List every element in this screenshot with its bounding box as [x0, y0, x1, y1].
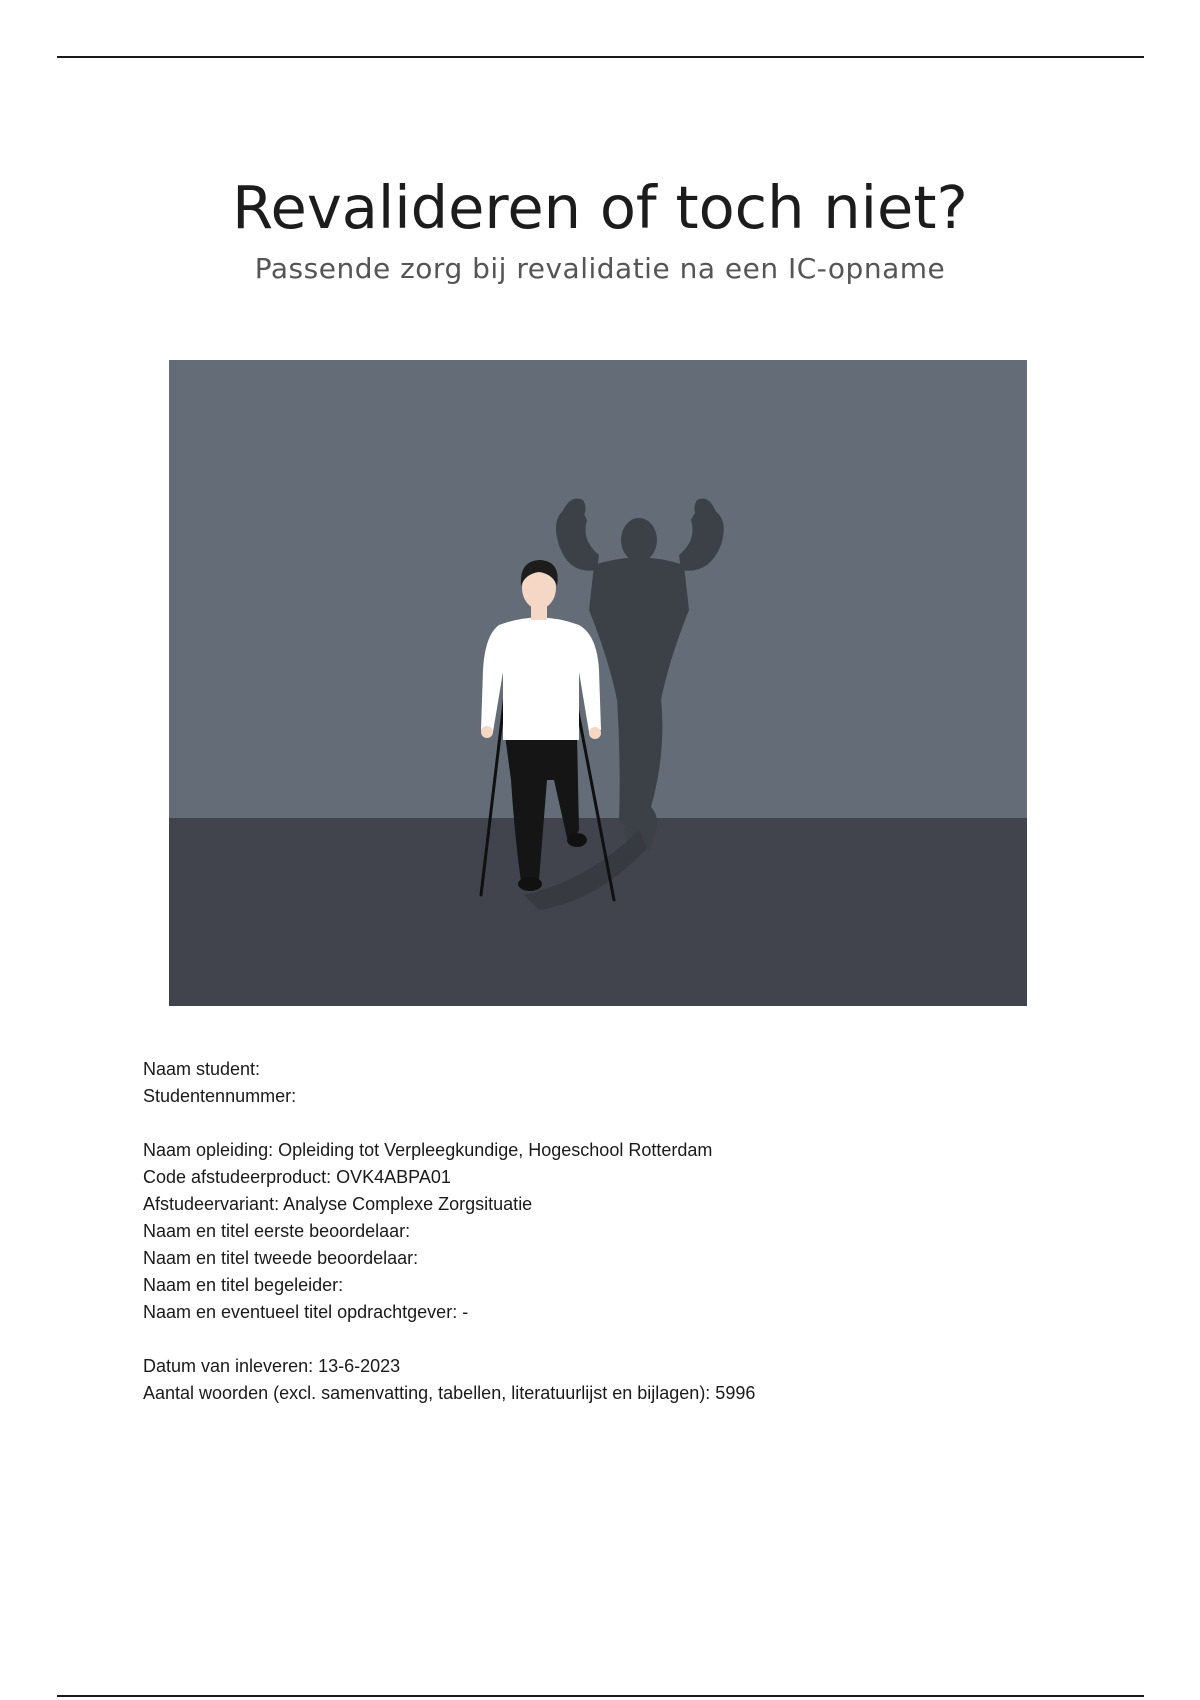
word-count-field: Aantal woorden (excl. samenvatting, tabellen, literatuurlijst en bijlagen): 5996: [143, 1383, 756, 1403]
program-field: Naam opleiding: Opleiding tot Verpleegkundige, Hogeschool Rotterdam: [143, 1140, 713, 1160]
document-subtitle: Passende zorg bij revalidatie na een IC-opname: [254, 252, 946, 285]
spacer: [143, 1326, 1143, 1353]
client-field: Naam en eventueel titel opdrachtgever: -: [143, 1302, 469, 1322]
floor-background: [169, 818, 1027, 1006]
document-title: Revalideren of toch niet?: [232, 173, 968, 242]
student-name-field: Naam student:: [143, 1059, 261, 1079]
patient-on-crutches-illustration: [169, 360, 1027, 1006]
spacer: [143, 1110, 1143, 1137]
bottom-divider: [57, 1695, 1144, 1697]
submission-date-field: Datum van inleveren: 13-6-2023: [143, 1356, 401, 1376]
supervisor-field: Naam en titel begeleider:: [143, 1275, 344, 1295]
second-assessor-field: Naam en titel tweede beoordelaar:: [143, 1248, 419, 1268]
top-divider: [57, 56, 1144, 58]
product-code-field: Code afstudeerproduct: OVK4ABPA01: [143, 1167, 451, 1187]
document-info-block: [143, 1056, 1143, 1407]
first-assessor-field: Naam en titel eerste beoordelaar:: [143, 1221, 411, 1241]
variant-field: Afstudeervariant: Analyse Complexe Zorgsituatie: [143, 1194, 533, 1214]
cover-illustration: [169, 360, 1027, 1006]
student-number-field: Studentennummer:: [143, 1086, 297, 1106]
